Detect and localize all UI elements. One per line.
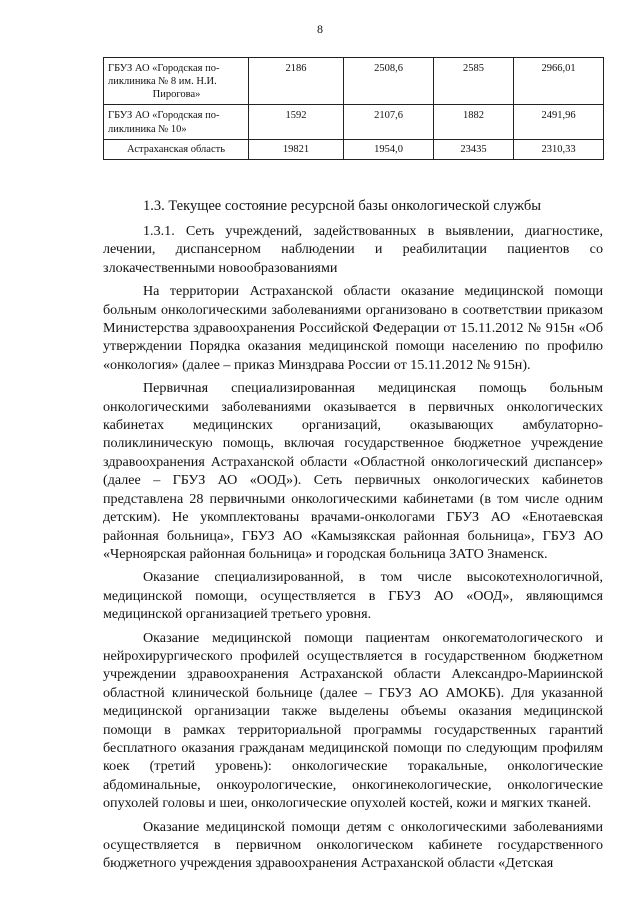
page-number: 8	[317, 22, 323, 36]
paragraph: Первичная специализированная медицинская помощь больным онкологическими заболеваниями оказывается в первичных онкологических кабинетах медицинских организаций, оказывающих амбулаторно-поликлиническую помощь, включая государственное бюджетное учреждение здравоохранения Астраханской области «Областной онкологический диспансер» (далее – ГБУЗ АО «ООД»). Сеть первичных онкологических кабинетов представлена 28 первичными онкологическими кабинетами (в том числе одним детским). Не укомплектованы врачами-онкологами ГБУЗ АО «Енотаевская районная больница», ГБУЗ АО «Камызякская районная больница», ГБУЗ АО «Черноярская районная больница» и городская больница ЗАТО Знаменск.	[103, 380, 603, 562]
table-cell: 2508,6	[344, 58, 434, 105]
paragraph: Оказание медицинской помощи пациентам онкогематологического и нейрохирургического профилей осуществляется в государственном бюджетном учреждении здравоохранения Астраханской области Александро-Мариинской областной клинической больнице (далее – ГБУЗ АО АМОКБ). Для указанной медицинской организации также выделены объемы оказания медицинской помощи в рамках территориальной программы государственных гарантий бесплатного оказания гражданам медицинской помощи по следующим профилям коек (третий уровень): онкологические торакальные, онкологические абдоминальные, онкоурологические, онкогинекологические, онкологические опухолей головы и шеи, онкологические опухолей костей, кожи и мягких тканей.	[103, 629, 603, 812]
cell-line: ГБУЗ АО «Городская по-	[108, 110, 220, 122]
table-cell: 2310,33	[514, 139, 604, 159]
table-cell: 2585	[434, 58, 514, 105]
table-row	[104, 58, 604, 105]
table-row	[104, 105, 604, 139]
table-cell: 1882	[434, 105, 514, 139]
section-heading: 1.3. Текущее состояние ресурсной базы онкологической службы	[143, 198, 541, 214]
table-cell: 19821	[249, 139, 344, 159]
cell-line: ликлиника № 8 им. Н.И.	[108, 76, 217, 88]
paragraph: Оказание медицинской помощи детям с онкологическими заболеваниями осуществляется в первичном онкологическом кабинете государственного бюджетного учреждения здравоохранения Астраханской области «Детская	[103, 818, 603, 872]
table-cell-name	[104, 105, 249, 139]
paragraph: 1.3.1. Сеть учреждений, задействованных в выявлении, диагностике, лечении, диспансерном наблюдении и реабилитации пациентов со злокачественными новообразованиями	[103, 223, 603, 276]
body-text	[103, 222, 603, 878]
cell-line: ликлиника № 10»	[108, 123, 187, 135]
table-row-total	[104, 139, 604, 159]
table-cell-name	[104, 58, 249, 105]
cell-line: Пирогова»	[152, 89, 201, 101]
table-cell: 23435	[434, 139, 514, 159]
table-cell: 1954,0	[344, 139, 434, 159]
table-cell-name	[104, 139, 249, 159]
table-cell: 2186	[249, 58, 344, 105]
statistics-table	[103, 57, 604, 160]
cell-line: Астраханская область	[127, 143, 225, 155]
table-cell: 2966,01	[514, 58, 604, 105]
paragraph: На территории Астраханской области оказание медицинской помощи больным онкологическими заболеваниями организовано в соответствии приказом Министерства здравоохранения Российской Федерации от 15.11.2012 № 915н «Об утверждении Порядка оказания медицинской помощи населению по профилю «онкология» (далее – приказ Минздрава России от 15.11.2012 № 915н).	[103, 283, 603, 373]
table-cell: 2107,6	[344, 105, 434, 139]
cell-line: ГБУЗ АО «Городская по-	[108, 63, 220, 74]
table-cell: 2491,96	[514, 105, 604, 139]
paragraph: Оказание специализированной, в том числе высокотехнологичной, медицинской помощи, осуществляется в ГБУЗ АО «ООД», являющимся медицинской организацией третьего уровня.	[103, 569, 603, 623]
table-cell: 1592	[249, 105, 344, 139]
